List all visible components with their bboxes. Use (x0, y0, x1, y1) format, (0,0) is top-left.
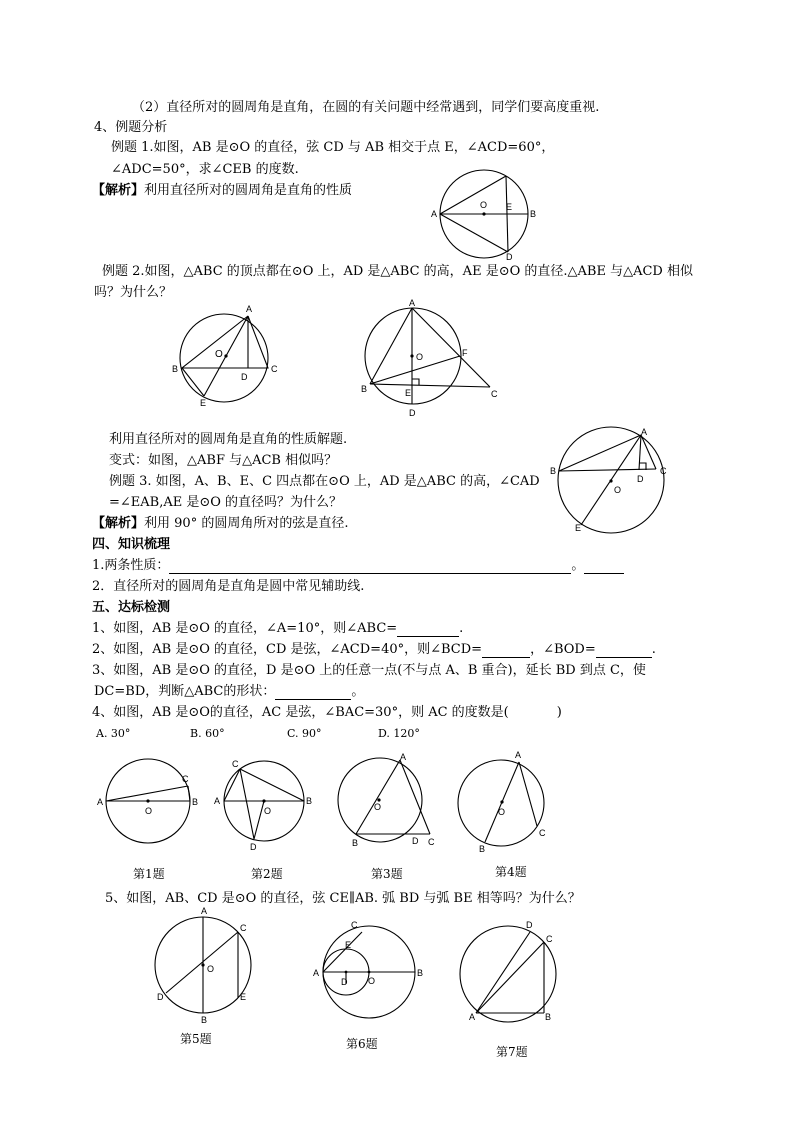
label-e: E (240, 992, 247, 1002)
example-2-cont: 吗？为什么？ (94, 285, 173, 300)
chord-ac (106, 786, 188, 801)
label-a: A (97, 797, 104, 807)
center-dot (224, 354, 227, 357)
chord-ac (519, 762, 537, 826)
radius-od (254, 801, 264, 839)
label-a: A (313, 968, 320, 978)
knowledge-1: 1.两条性质： 。 (92, 558, 624, 574)
answer-blank[interactable] (169, 573, 571, 574)
caption-q3: 第3题 (371, 867, 403, 881)
example-3: 例题 3. 如图，A、B、E、C 四点都在⊙O 上，AD 是△ABC 的高，∠CAD (109, 474, 540, 489)
caption-q7: 第7题 (496, 1045, 528, 1059)
analysis-line (92, 183, 352, 199)
label-c: C (660, 466, 667, 476)
label-a: A (515, 750, 522, 760)
center-dot (482, 212, 485, 215)
segment-bc (370, 384, 490, 387)
label-a: A (400, 752, 407, 762)
label-o: O (264, 806, 272, 816)
figure-example-2-right (360, 298, 500, 420)
label-e: E (200, 398, 207, 408)
label-e: E (405, 388, 412, 398)
figure-q7 (458, 922, 568, 1028)
label-d: D (341, 977, 348, 987)
label-a: A (431, 209, 438, 219)
label-c: C (271, 364, 278, 374)
chord-cb (240, 769, 304, 801)
text-line: 利用直径所对的圆周角是直角的性质解题. (109, 432, 348, 447)
label-o: O (145, 806, 153, 816)
question-2: 2、如图，AB 是⊙O 的直径，CD 是弦，∠ACD=40°，则∠BCD= ，∠BOD= . (92, 642, 656, 657)
option-c[interactable]: C. 90° (287, 727, 322, 740)
right-angle-mark (412, 379, 419, 385)
label-c: C (491, 389, 498, 399)
label-a: A (409, 298, 416, 308)
label-c: C (182, 774, 189, 784)
triangle-abc (182, 316, 268, 368)
analysis-tag: 【解析】 (92, 516, 145, 531)
label-d: D (241, 372, 248, 382)
chord-bc (559, 469, 656, 471)
chord-ac (224, 769, 240, 801)
label-o: O (374, 802, 382, 812)
label-c: C (546, 934, 553, 944)
chord-ae (323, 932, 362, 972)
label-d: D (157, 992, 164, 1002)
answer-blank-tail (584, 573, 624, 574)
label-b: B (545, 1012, 552, 1022)
figure-q3 (336, 752, 446, 852)
answer-blank[interactable] (397, 636, 459, 637)
figure-example-3 (545, 425, 680, 537)
label-c: C (240, 923, 247, 933)
label-b: B (479, 844, 486, 854)
analysis-line (92, 516, 348, 532)
label-c: C (539, 828, 546, 838)
label-a: A (246, 304, 253, 314)
example-1-cont: ∠ADC=50°，求∠CEB 的度数. (111, 162, 299, 177)
question-4: 4、如图，AB 是⊙O的直径，AC 是弦，∠BAC=30°，则 AC 的度数是( ) (92, 705, 562, 720)
figure-q2 (214, 756, 320, 854)
label-a: A (469, 1012, 476, 1022)
label-d: D (637, 474, 644, 484)
answer-blank[interactable] (596, 657, 652, 658)
label-d: D (526, 920, 533, 930)
center-dot (410, 354, 413, 357)
example-2: 例题 2.如图，△ABC 的顶点都在⊙O 上，AD 是△ABC 的高，AE 是⊙O 的直径.△ABE 与△ACD 相似 (102, 264, 693, 279)
label-a: A (201, 906, 208, 916)
center-dot (262, 799, 265, 802)
figure-q6 (310, 922, 430, 1022)
label-f: F (462, 348, 468, 358)
analysis-tag: 【解析】 (92, 183, 145, 198)
caption-q5: 第5题 (180, 1032, 212, 1046)
segment-ac (412, 308, 490, 387)
option-a[interactable]: A. 30° (96, 727, 131, 740)
section-heading-4: 四、知识梳理 (92, 537, 171, 552)
label-b: B (417, 968, 424, 978)
chord-ac (641, 435, 656, 469)
label-e: E (506, 202, 513, 212)
label-e: E (345, 940, 352, 950)
diameter-cd (166, 932, 238, 993)
option-d[interactable]: D. 120° (378, 727, 420, 740)
label-o: O (416, 352, 424, 362)
label-b: B (361, 384, 368, 394)
label-b: B (192, 797, 199, 807)
label-d: D (412, 836, 419, 846)
example-3-cont: =∠EAB,AE 是⊙O 的直径吗？为什么？ (109, 495, 343, 510)
label-c: C (351, 920, 358, 930)
example-1: 例题 1.如图，AB 是⊙O 的直径，弦 CD 与 AB 相交于点 E，∠ACD=60°， (111, 140, 555, 155)
knowledge-2: 2．直径所对的圆周角是直角是圆中常见辅助线. (92, 579, 365, 594)
circle (460, 926, 556, 1022)
label-a: A (214, 796, 221, 806)
analysis-text: 利用直径所对的圆周角是直角的性质 (144, 183, 353, 198)
center-dot (201, 963, 204, 966)
section-heading-5: 五、达标检测 (92, 600, 171, 615)
question-3: 3、如图，AB 是⊙O 的直径，D 是⊙O 上的任意一点(不与点 A、B 重合)，延长 BD 到点 C，使 (92, 663, 646, 678)
label-d: D (250, 842, 257, 852)
section-heading: 4、例题分析 (94, 120, 168, 135)
variant-question: 变式：如图，△ABF 与△ACB 相似吗？ (109, 453, 338, 468)
center-dot-big (368, 971, 371, 974)
question-5: 5、如图，AB、CD 是⊙O 的直径，弦 CE∥AB. 弧 BD 与弧 BE 相等吗？为什么？ (105, 891, 581, 906)
answer-blank[interactable] (482, 657, 530, 658)
label-b: B (550, 466, 557, 476)
caption-q4: 第4题 (495, 865, 527, 879)
answer-blank[interactable] (275, 699, 351, 700)
figure-q4 (455, 748, 560, 854)
chord-ac (440, 176, 506, 214)
label-a: A (641, 427, 648, 437)
label-o: O (480, 200, 488, 210)
label-o: O (207, 964, 215, 974)
label-b: B (530, 209, 537, 219)
label-c: C (428, 837, 435, 847)
chord-ac (476, 942, 544, 1013)
diameter-ab (356, 760, 400, 834)
chord-cd (240, 769, 254, 839)
chord-ad (440, 214, 508, 252)
figure-q1 (96, 758, 206, 850)
label-d: D (506, 252, 513, 262)
option-b[interactable]: B. 60° (190, 727, 225, 740)
label-b: B (352, 838, 359, 848)
chord-be (182, 368, 204, 396)
text-line: （2）直径所对的圆周角是直角，在圆的有关问题中经常遇到，同学们要高度重视. (132, 100, 600, 115)
label-o: O (498, 807, 506, 817)
height-ad (639, 435, 641, 470)
question-3-cont: DC=BD，判断△ABC的形状： 。 (94, 684, 365, 699)
label-b: B (306, 796, 313, 806)
label-o: O (614, 485, 622, 495)
label-c: C (232, 759, 239, 769)
label-b: B (172, 364, 179, 374)
figure-example-2-left (170, 302, 290, 410)
chord-ad (476, 932, 530, 1013)
figure-example-1 (430, 168, 550, 263)
label-b: B (201, 1015, 208, 1025)
caption-q1: 第1题 (133, 867, 165, 881)
label-o: O (368, 976, 376, 986)
center-dot-small (345, 971, 348, 974)
caption-q2: 第2题 (251, 867, 283, 881)
figure-q5 (152, 905, 264, 1025)
question-1: 1、如图，AB 是⊙O 的直径，∠A=10°，则∠ABC= . (92, 621, 464, 636)
analysis-text: 利用 90° 的圆周角所对的弦是直径. (144, 516, 349, 531)
label-d: D (409, 408, 416, 418)
label-e: E (575, 523, 582, 533)
label-o: O (215, 349, 223, 360)
caption-q6: 第6题 (346, 1037, 378, 1051)
circle (180, 314, 268, 402)
center-dot (146, 799, 149, 802)
center-dot (609, 479, 612, 482)
center-dot (500, 800, 503, 803)
